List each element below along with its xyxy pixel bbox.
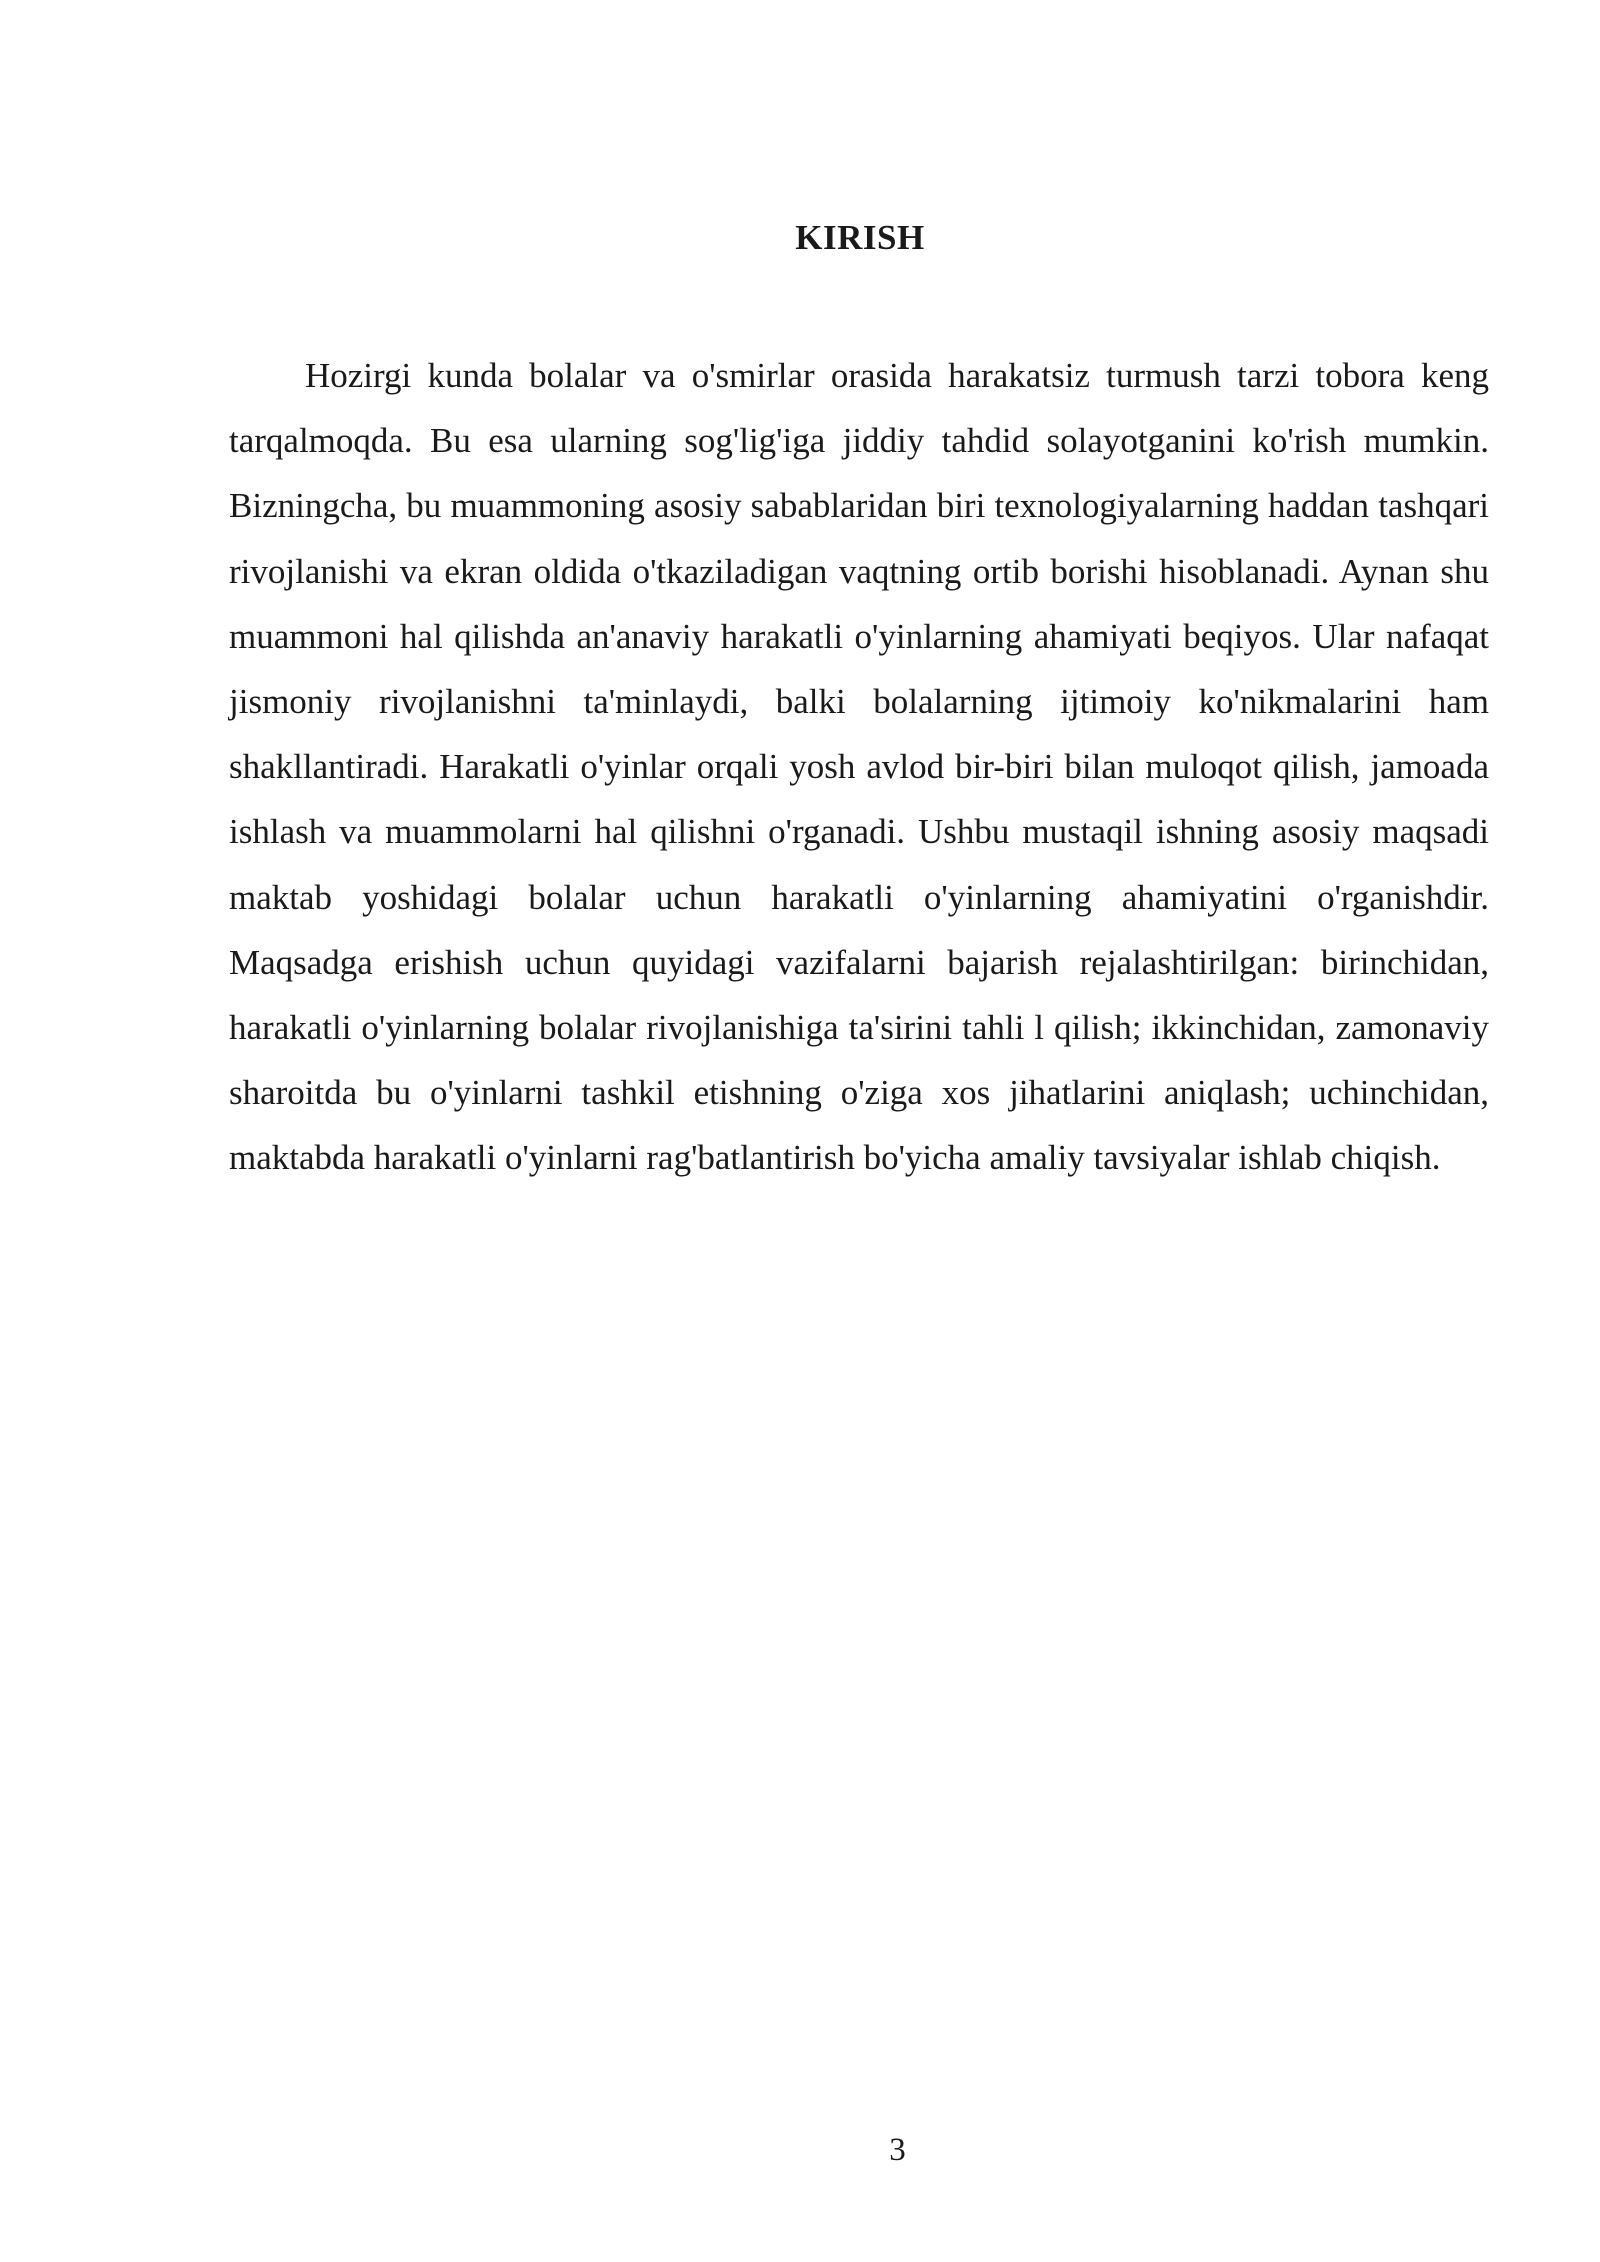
page-number: 3 <box>889 2132 906 2168</box>
body-paragraph: Hozirgi kunda bolalar va o'smirlar orasida harakatsiz turmush tarzi tobora keng tarqalmoqda. Bu esa ularning sog'lig'iga jiddiy tahdid solayotganini ko'rish mumkin. Bizningcha, bu muammoning asosiy sabablaridan biri texnologiyalarning haddan tashqari rivojlanishi va ekran oldida o'tkaziladigan vaqtning ortib borishi hisoblanadi. Aynan shu muammoni hal qilishda an'anaviy harakatli o'yinlarning ahamiyati beqiyos. Ular nafaqat jismoniy rivojlanishni ta'minlaydi, balki bolalarning ijtimoiy ko'nikmalarini ham shakllantiradi. Harakatli o'yinlar orqali yosh avlod bir-biri bilan muloqot qilish, jamoada ishlash va muammolarni hal qilishni o'rganadi. Ushbu mustaqil ishning asosiy maqsadi maktab yoshidagi bolalar uchun harakatli o'yinlarning ahamiyatini o'rganishdir. Maqsadga erishish uchun quyidagi vazifalarni bajarish rejalashtirilgan: birinchidan, harakatli o'yinlarning bolalar rivojlanishiga ta'sirini tahli l qilish; ikkinchidan, zamonaviy sharoitda bu o'yinlarni tashkil etishning o'ziga xos jihatlarini aniqlash; uchinchidan, maktabda harakatli o'yinlarni rag'batlantirish bo'yicha amaliy tavsiyalar ishlab chiqish. <box>229 356 1489 1178</box>
section-title: KIRISH <box>795 218 925 257</box>
